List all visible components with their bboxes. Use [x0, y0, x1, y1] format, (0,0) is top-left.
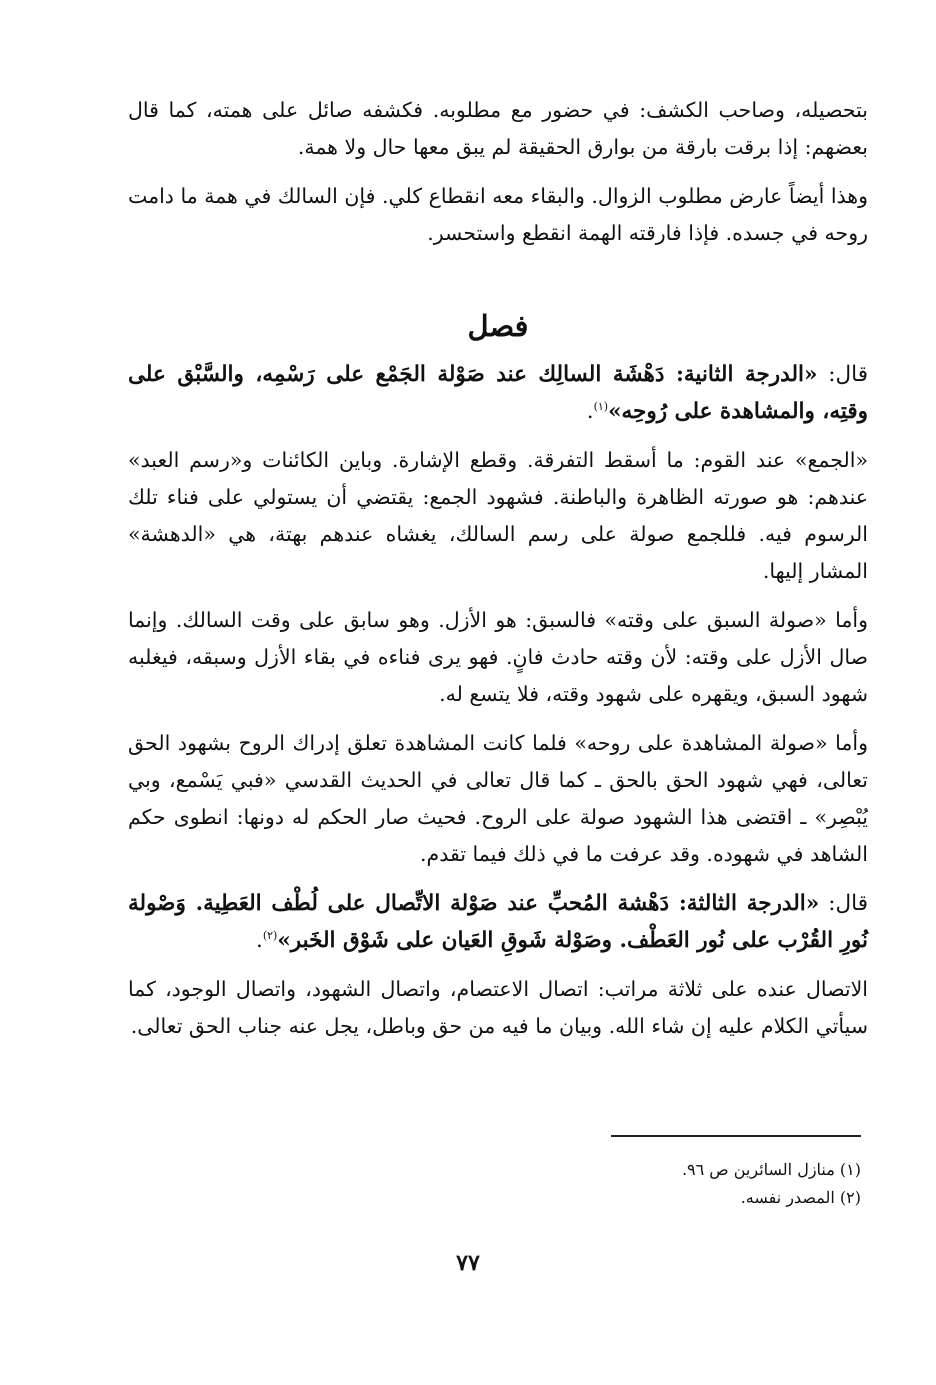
footnote-ref-2: (٢) — [262, 928, 278, 942]
page-body — [128, 92, 868, 1057]
quote-prefix: قال: — [828, 362, 868, 387]
quote-second-degree — [128, 356, 868, 430]
footnotes — [361, 1156, 861, 1212]
quote-third-degree — [128, 885, 868, 959]
footnote-1: (١) منازل السائرين ص ٩٦. — [681, 1160, 861, 1179]
quote-prefix: قال: — [828, 891, 868, 916]
paragraph-mushahada: وأما «صولة المشاهدة على روحه» فلما كانت المشاهدة تعلق إدراك الروح بشهود الحق تعالى، فهي شهود الحق بالحق ـ كما قال تعالى في الحديث القدسي «فبي يَسْمع، وبي يُبْصِر» ـ اقتضى هذا الشهود صولة على الروح. فحيث صار الحكم له دونها: انطوى حكم الشاهد في شهوده. وقد عرفت ما في ذلك فيما تقدم. — [128, 731, 868, 866]
page-number: ٧٧ — [456, 1250, 480, 1276]
footnote-2: (٢) المصدر نفسه. — [740, 1188, 861, 1207]
paragraph-jam: «الجمع» عند القوم: ما أسقط التفرقة. وقطع الإشارة. وباين الكائنات و«رسم العبد» عندهم: هو صورته الظاهرة والباطنة. فشهود الجمع: يقتضي أن يستولي على فناء تلك الرسوم فيه. فللجمع صولة على رسم السالك، يغشاه عندهم بهتة، هي «الدهشة» المشار إليها. — [128, 448, 868, 583]
footnote-ref-1: (١) — [593, 399, 609, 413]
paragraph-sabq: وأما «صولة السبق على وقته» فالسبق: هو الأزل. وهو سابق على وقت السالك. وإنما صال الأزل على وقته: لأن وقته حادث فانٍ. فهو يرى فناءه في بقاء الأزل وسبقه، فيغلبه شهود السبق، ويقهره على شهود وقته، فلا يتسع له. — [128, 608, 868, 706]
quote-text: «الدرجة الثالثة: دَهْشة المُحبِّ عند صَوْلة الاتِّصال على لُطْف العَطِية. وَصْولة نُورِ القُرْب على نُور العَطْف. وصَوْلة شَوقِ العَيان على شَوْق الخَبر» — [128, 891, 868, 953]
quote-text: «الدرجة الثانية: دَهْشَة السالِك عند صَوْلة الجَمْع على رَسْمِه، والسَّبْق على وقتِه، والمشاهدة على رُوحِه» — [128, 362, 868, 424]
section-title: فصل — [467, 309, 529, 343]
footnote-divider — [611, 1135, 861, 1137]
quote-end: . — [586, 399, 594, 424]
paragraph-2: وهذا أيضاً عارض مطلوب الزوال. والبقاء معه انقطاع كلي. فإن السالك في همة ما دامت روحه في جسده. فإذا فارقته الهمة انقطع واستحسر. — [128, 184, 868, 245]
paragraph-ittisal: الاتصال عنده على ثلاثة مراتب: اتصال الاعتصام، واتصال الشهود، واتصال الوجود، كما سيأتي الكلام عليه إن شاء الله. وبيان ما فيه من حق وباطل، يجل عنه جناب الحق تعالى. — [128, 977, 868, 1038]
paragraph-1: بتحصيله، وصاحب الكشف: في حضور مع مطلوبه. فكشفه صائل على همته، كما قال بعضهم: إذا برقت بارقة من بوارق الحقيقة لم يبق معها حال ولا همة. — [128, 98, 868, 159]
quote-end: . — [255, 928, 263, 953]
